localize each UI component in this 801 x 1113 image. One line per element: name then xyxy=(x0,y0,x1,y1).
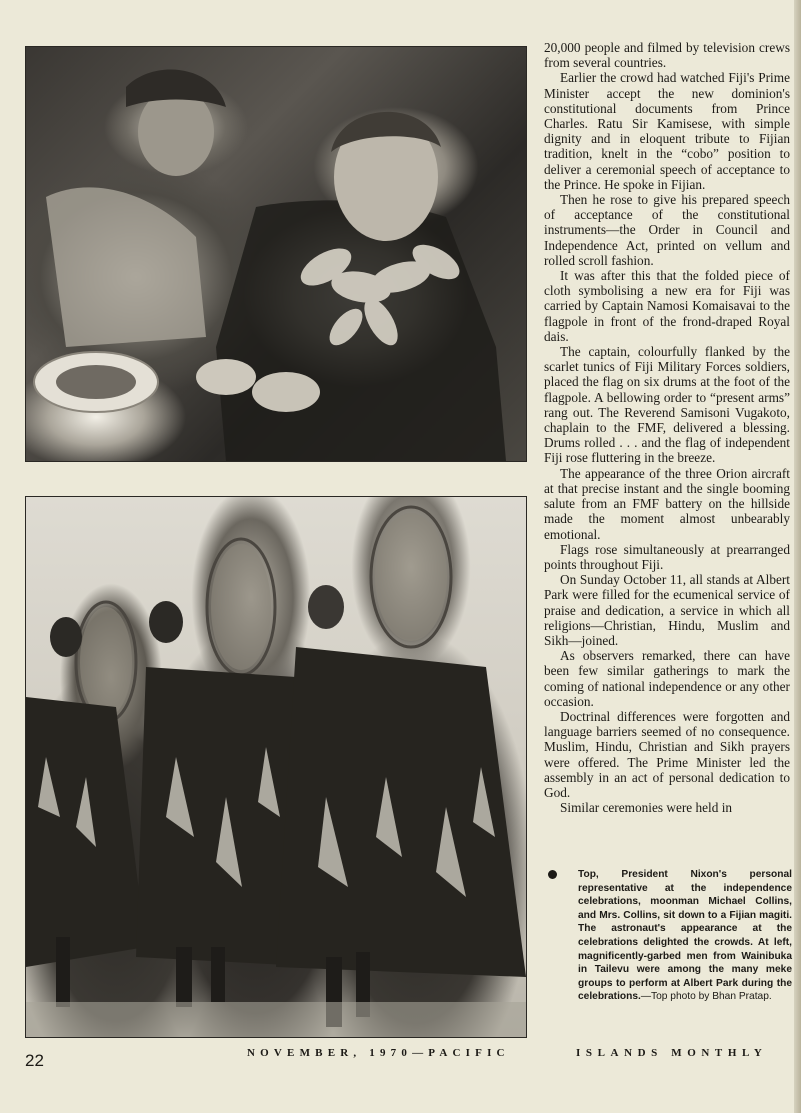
caption-text: Top, President Nixon's personal representative at the independence celebrations, moonman Michael Collins, and Mrs. Collins, sit down to a Fijian magiti. The astronaut's appearance at the celebrations delighted the crowds. At left, magnificently-garbed men from Wainibuka in Tailevu were among the many meke groups to perform at Albert Park during the celebrations. xyxy=(578,869,792,1003)
photo-credit: —Top photo by Bhan Pratap. xyxy=(640,991,772,1003)
article-paragraph: Then he rose to give his prepared speech of acceptance of the constitutional instruments—the Order in Council and Independence Act, printed on vellum and rolled scroll fashion. xyxy=(544,192,790,268)
article-paragraph: Similar ceremonies were held in xyxy=(560,800,733,816)
footer-magazine-name: ISLANDS MONTHLY xyxy=(576,1047,768,1059)
photo-caption xyxy=(548,868,792,1004)
article-paragraph: It was after this that the folded piece of cloth symbolising a new era for Fiji was carried by Captain Namosi Komaisavai to the flagpole in front of the frond-draped Royal dais. xyxy=(544,268,790,344)
page-edge-shadow xyxy=(794,0,801,1113)
article-paragraph: The captain, colourfully flanked by the scarlet tunics of Fiji Military Forces soldiers, placed the flag on six drums at the foot of the flagpole. A bellowing order to “present arms” rang out. The Reverend Samisoni Vugakoto, chaplain to the FMF, delivered a blessing. Drums rolled . . . and the flag of independent Fiji rose fluttering in the breeze. xyxy=(544,344,790,466)
article-paragraph: 20,000 people and filmed by television crews from several countries. xyxy=(544,40,790,71)
article-text-column xyxy=(544,40,790,815)
article-paragraph: Flags rose simultaneously at prearranged points throughout Fiji. xyxy=(544,541,790,572)
footer-date-publication: NOVEMBER, 1970—PACIFIC xyxy=(247,1047,510,1059)
article-paragraph: On Sunday October 11, all stands at Albert Park were filled for the ecumenical service of praise and dedication, a service in which all religions—Christian, Hindu, Muslim and Sikh—joined. xyxy=(544,572,790,648)
photo-dancers-illustration xyxy=(26,497,526,1037)
article-paragraph: Doctrinal differences were forgotten and language barriers seemed of no consequence. Muslim, Hindu, Christian and Sikh prayers were offered. The Prime Minister led the assembly in an act of personal dedication to God. xyxy=(544,708,790,800)
photo-meke-dancers xyxy=(25,496,527,1038)
caption-body xyxy=(578,868,792,1004)
article-paragraph: Earlier the crowd had watched Fiji's Prime Minister accept the new dominion's constitutional documents from Prince Charles. Ratu Sir Kamisese, with simple dignity and in eloquent tribute to Fijian tradition, knelt in the “cobo” position to deliver a ceremonial speech of acceptance to the Prince. He spoke in Fijian. xyxy=(544,70,790,192)
photo-collins-magiti xyxy=(25,46,527,462)
bullet-icon xyxy=(548,870,557,879)
article-paragraph: The appearance of the three Orion aircraft at that precise instant and the single booming salute from an FMF battery on the hillside made the moment almost unbearably emotional. xyxy=(544,465,790,542)
article-paragraph: As observers remarked, there can have been few similar gatherings to mark the coming of national independence or any other occasion. xyxy=(544,648,790,709)
photo-collins-illustration xyxy=(26,47,526,461)
page-number: 22 xyxy=(25,1051,44,1070)
